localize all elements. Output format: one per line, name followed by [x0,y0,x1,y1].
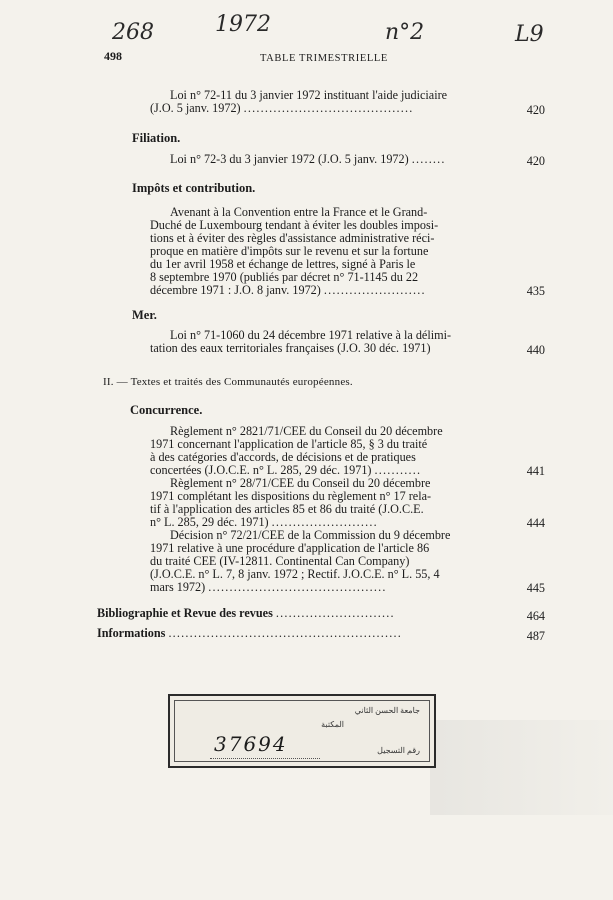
stamp-accession-number: 37694 [214,732,288,756]
entry-line: 8 septembre 1970 (publiés par décret n° 71-1145 du 22 [150,270,419,284]
toc-entry [150,477,520,529]
entry-line: à des catégories d'accords, de décisions et de pratiques [150,450,416,464]
entry-line: Loi n° 72-11 du 3 janvier 1972 instituant l'aide judiciaire [170,88,448,102]
entry-line: Loi n° 71-1060 du 24 décembre 1971 relative à la délimi- [170,328,452,342]
toc-entry [150,89,520,115]
stamp-underline [210,758,320,759]
entry-line: Loi n° 72-3 du 3 janvier 1972 (J.O. 5 janv. 1972) ........ [170,152,446,166]
toc-entry [97,627,517,640]
page-ref: 464 [526,609,545,623]
stamp-text: رقم التسجيل [377,746,420,755]
section-heading: Concurrence. [130,403,203,417]
toc-entry [150,329,520,355]
entry-line: proque en matière d'impôts sur le revenu et sur la fortune [150,244,429,258]
page-ref: 440 [526,343,545,357]
scan-shadow [430,720,613,815]
entry-line: Règlement n° 28/71/CEE du Conseil du 20 décembre [170,476,431,490]
section-heading: Filiation. [132,131,181,145]
toc-entry [170,153,520,166]
entry-line: (J.O. 5 janv. 1972) ........................................ [150,101,414,115]
handwritten-note-b: 1972 [215,12,271,37]
library-stamp [168,694,436,768]
handwritten-note-a: 268 [112,20,154,45]
entry-line: 1971 complétant les dispositions du règlement n° 17 rela- [150,489,432,503]
page-ref: 487 [526,629,545,643]
entry-line: Duché de Luxembourg tendant à éviter les doubles imposi- [150,218,439,232]
entry-line: 1971 relative à une procédure d'application de l'article 86 [150,541,430,555]
entry-line: Avenant à la Convention entre la France et le Grand- [170,205,428,219]
entry-line: Décision n° 72/21/CEE de la Commission du 9 décembre [170,528,451,542]
stamp-text: جامعة الحسن الثاني [354,706,420,715]
page-number: 498 [104,49,122,63]
entry-line: n° L. 285, 29 déc. 1971) ......................... [150,515,378,529]
entry-line: décembre 1971 : J.O. 8 janv. 1972) ........................ [150,283,426,297]
entry-line: mars 1972) .......................................... [150,580,387,594]
page-ref: 420 [526,103,545,117]
page-ref: 441 [526,464,545,478]
entry-line: Bibliographie et Revue des revues ............................ [97,606,395,620]
entry-line: (J.O.C.E. n° L. 7, 8 janv. 1972 ; Rectif. J.O.C.E. n° L. 55, 4 [150,567,440,581]
entry-line: Informations ....................................................... [97,626,403,640]
entry-line: Règlement n° 2821/71/CEE du Conseil du 20 décembre [170,424,443,438]
page-ref: 420 [526,154,545,168]
toc-entry [150,206,520,297]
entry-line: tation des eaux territoriales françaises (J.O. 30 déc. 1971) [150,341,431,355]
entry-line: tif à l'application des articles 85 et 86 du traité (J.O.C.E. [150,502,424,516]
page-ref: 435 [526,284,545,298]
toc-entry [97,607,517,620]
stamp-text: المكتبة [321,720,344,729]
toc-entry [150,425,520,477]
page-ref: 444 [526,516,545,530]
entry-line: du traité CEE (IV-12811. Continental Can Company) [150,554,410,568]
handwritten-note-c: n°2 [385,20,425,45]
entry-line: concertées (J.O.C.E. n° L. 285, 29 déc. 1971) ........... [150,463,422,477]
section-heading: Mer. [132,308,157,322]
toc-entry [150,529,520,594]
entry-line: du 1er avril 1958 et échange de lettres, signé à Paris le [150,257,416,271]
entry-line: 1971 concernant l'application de l'article 85, § 3 du traité [150,437,428,451]
entry-line: tions et à éviter des règles d'assistance administrative réci- [150,231,435,245]
page-ref: 445 [526,581,545,595]
section-title: II. — Textes et traités des Communautés européennes. [103,376,353,388]
running-title: TABLE TRIMESTRIELLE [260,53,388,64]
handwritten-note-d: L9 [515,22,544,47]
section-heading: Impôts et contribution. [132,181,256,195]
